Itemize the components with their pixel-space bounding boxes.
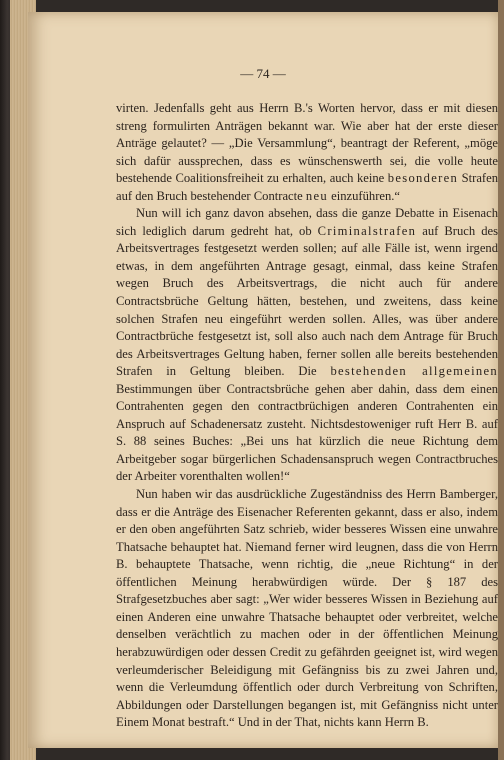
paragraph-3	[116, 486, 498, 732]
page-text	[116, 100, 498, 732]
p2-text-c: Bestimmungen über Contractsbrüche gehen aber dahin, dass dem einen Contrahenten gegen den contractbrüchigen anderen Contrahenten ein Anspruch auf Schadenersatz zusteht. Nichtsdestoweniger ruft Herr B. auf S. 88 seines Buches: „Bei uns hat kürzlich die neue Richtung dem Arbeitgeber sogar bürgerlichen Schadensanspruch wegen Contractbruches der Arbeiter vorenthalten wollen!“	[116, 381, 498, 484]
p1-text-c: einzuführen.“	[327, 188, 401, 203]
p2-text-b: auf Bruch des Arbeitsvertrages festgesetzt werden sollen; auf alle Fälle ist, wenn irgend etwas, in dem angeführten Antrage gesagt, einmal, dass keine Strafen wegen Bruch des Arbeitsvertrags, die nicht auch für andere Contractsbrüche Geltung hätten, bestehen, und zweitens, dass keine solchen Strafen neu eingeführt werden sollen. Alles, was über andere Contractbrüche festgesetzt ist, soll also auch nach dem Antrage für Bruch des Arbeitsvertrages Geltung haben, ferner sollen alle bereits bestehenden Strafen in Geltung bleiben. Die	[116, 223, 498, 379]
page-number: — 74 —	[240, 66, 286, 81]
p1-text-a: virten. Jedenfalls geht aus Herrn B.'s Worten hervor, dass er mit diesen streng formulirten Anträgen bekannt war. Wie aber hat der erste dieser Anträge gelautet? — „Die Versammlung“, beantragt der Referent, „möge sich dafür aussprechen, dass es wünschenswerth sei, die volle heute bestehende Coalitionsfreiheit zu erhalten, auch keine	[116, 101, 498, 186]
p2-emphasis-criminalstrafen: Criminalstrafen	[317, 223, 417, 238]
p1-emphasis-neu: neu	[305, 188, 328, 203]
p3-text-a: Nun haben wir das ausdrückliche Zugeständniss des Herrn Bamberger, dass er die Anträge des Eisenacher Referenten gekannt, dass er also, indem er den oben angeführten Satz schrieb, wider besseres Wissen eine unwahre Thatsache behauptet hat. Niemand ferner wird leugnen, dass die von Herrn B. behauptete Thatsache, wenn richtig, die „neue Richtung“ in der öffentlichen Meinung herabwürdigen würde. Der § 187 des Strafgesetzbuches aber sagt: „Wer wider besseres Wissen in Beziehung auf einen Anderen eine unwahre Thatsache behauptet oder verbreitet, welche denselben verächtlich zu machen oder in der öffentlichen Meinung herabzuwürdigen oder dessen Credit zu gefährden geeignet ist, wird wegen verleumderischer Beleidigung mit Gefängniss bis zu zwei Jahren und, wenn die Verleumdung öffentlich oder durch Verbreitung von Schriften, Abbildungen oder Darstellungen begangen ist, mit Gefängniss nicht unter Einem Monat bestraft.“ Und in der That, nichts kann Herrn B.	[116, 487, 498, 730]
book-page	[28, 12, 498, 748]
p2-text-a: Nun will ich ganz davon absehen, dass die ganze Debatte in Eisenach sich lediglich darum gedreht hat, ob	[116, 206, 498, 238]
paragraph-1	[116, 100, 498, 205]
p1-emphasis-besonderen: besonderen	[387, 171, 459, 186]
paragraph-2	[116, 205, 498, 486]
p1-text-b: Strafen auf den Bruch bestehender Contracte	[116, 171, 498, 203]
page-right-edge	[498, 0, 504, 760]
p2-emphasis-bestehenden: bestehenden allgemeinen	[330, 364, 498, 379]
